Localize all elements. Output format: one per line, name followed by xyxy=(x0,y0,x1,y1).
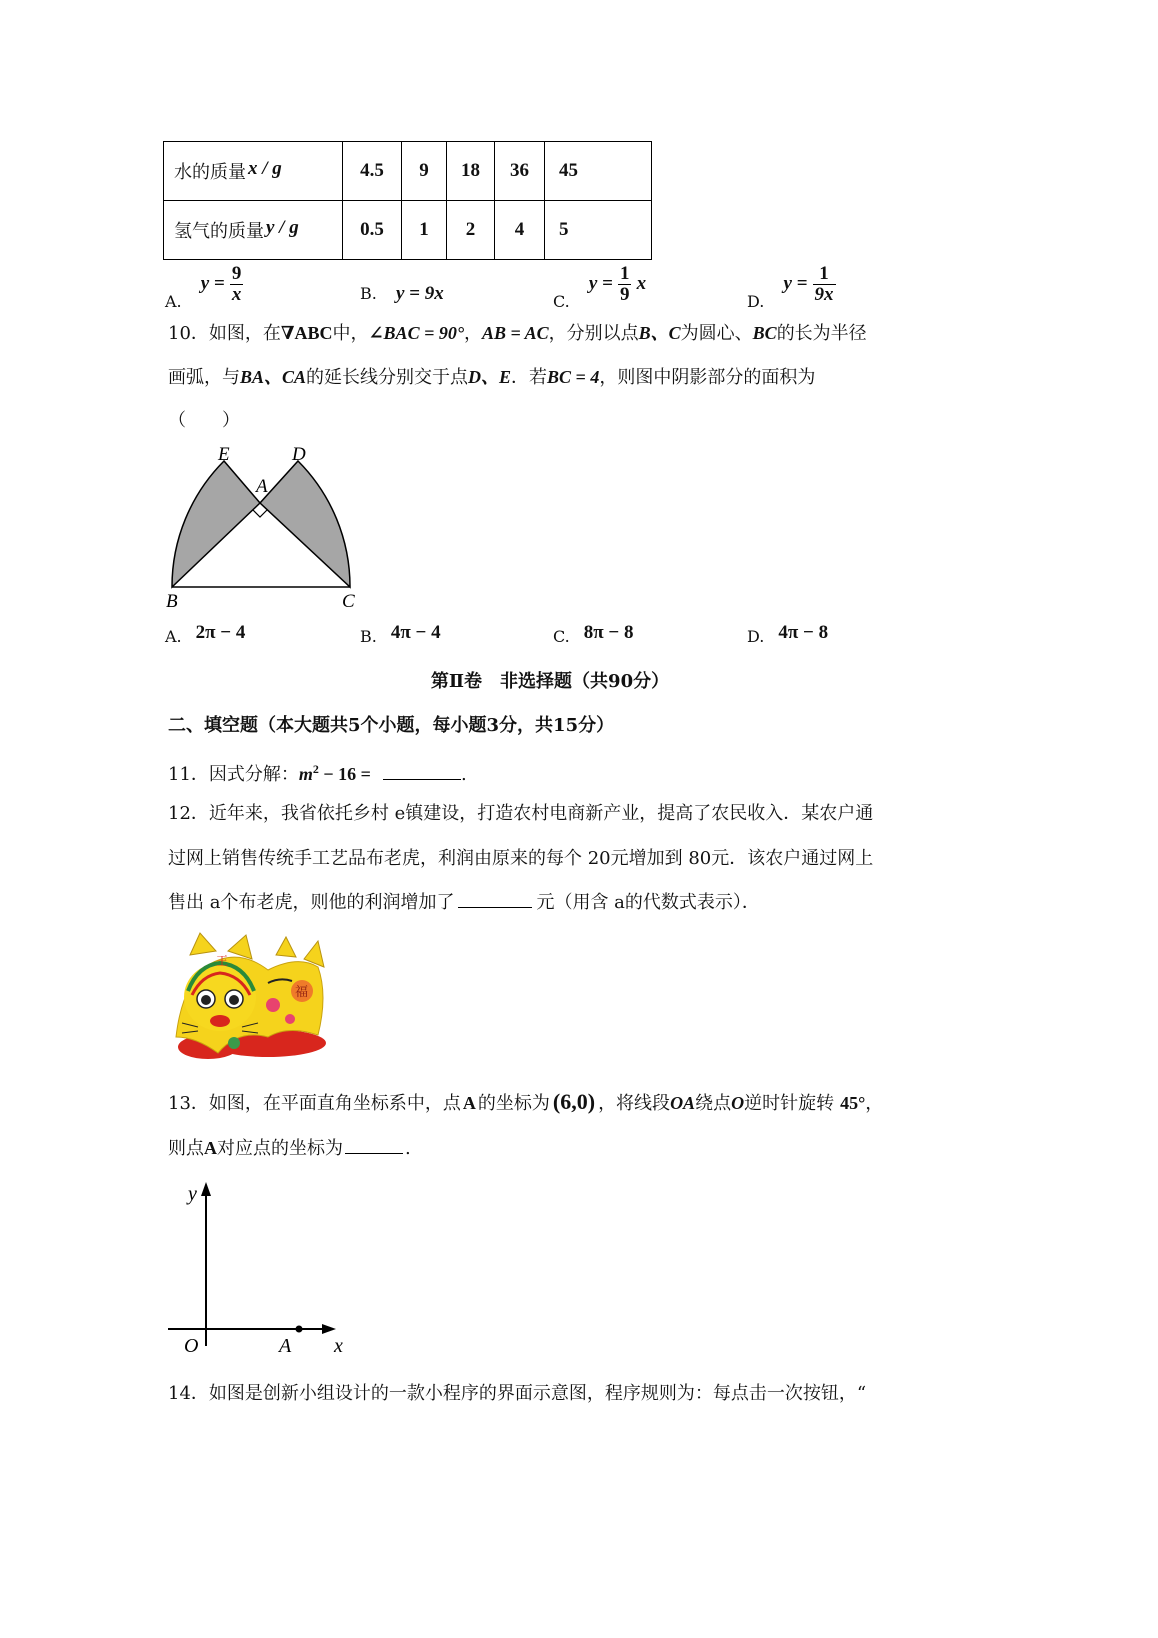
answer-blank[interactable] xyxy=(383,779,461,780)
table-cell: 4.5 xyxy=(343,142,402,201)
y-axis-label: y xyxy=(188,1183,197,1205)
table-cell: 18 xyxy=(447,142,495,201)
q12-line1: 12．近年来，我省依托乡村 e镇建设，打造农村电商新产业，提高了农民收入．某农户通 xyxy=(168,803,874,824)
table-cell: 5 xyxy=(545,201,652,260)
label-B: B xyxy=(166,591,178,612)
q10-option-c: C. 8π − 8 xyxy=(553,622,634,646)
q14-line1: 14．如图是创新小组设计的一款小程序的界面示意图，程序规则为：每点击一次按钮，“ xyxy=(168,1383,867,1404)
table-row xyxy=(164,142,652,201)
q10-option-b: B. 4π − 4 xyxy=(360,622,441,646)
table-cell: 0.5 xyxy=(343,201,402,260)
q10-option-a: A. 2π − 4 xyxy=(165,622,246,646)
tiger-character-fu: 福 xyxy=(295,985,309,1000)
q10-line1: 10．如图，在∇ABC中，∠BAC = 90°，AB = AC，分别以点B、C为圆心、BC的长为半径 xyxy=(168,323,867,344)
q10-option-d: D. 4π − 8 xyxy=(747,622,829,646)
data-table xyxy=(163,141,652,260)
q9-option-a: A. y = $\frac{9}{x}$ xyxy=(165,263,242,311)
q13-line2: 则点A对应点的坐标为 . xyxy=(168,1138,411,1159)
table-row xyxy=(164,201,652,260)
q9-option-b: B. y = 9x xyxy=(360,283,444,304)
part2-heading: 二、填空题（本大题共5个小题，每小题3分，共15分） xyxy=(168,715,615,736)
table-cell: 36 xyxy=(495,142,545,201)
table-cell: 1 xyxy=(402,201,447,260)
q9-option-d: D. y = $\frac{1}{9x}$ xyxy=(747,263,834,311)
table-cell: 2 xyxy=(447,201,495,260)
label-E: E xyxy=(218,444,230,465)
point-a-label: A xyxy=(279,1335,292,1357)
table-cell: 4 xyxy=(495,201,545,260)
table-cell: 9 xyxy=(402,142,447,201)
table-cell: 45 xyxy=(545,142,652,201)
q10-answer-paren: （ ） xyxy=(168,410,240,431)
q12-line2: 过网上销售传统手工艺品布老虎，利润由原来的每个 20元增加到 80元．该农户通过网上 xyxy=(168,848,874,869)
q9-option-c: C. y = $\frac{1}{9}$ x xyxy=(553,263,647,311)
answer-blank[interactable] xyxy=(345,1153,403,1154)
q13-line1: 13．如图，在平面直角坐标系中，点 A 的坐标为 (6,0) ，将线段OA绕点O逆时针旋转 45°， xyxy=(168,1089,884,1114)
row-label: 氢气的质量 y / g xyxy=(164,201,343,260)
origin-label: O xyxy=(184,1335,199,1357)
label-C: C xyxy=(342,591,355,612)
x-axis-label: x xyxy=(334,1335,343,1357)
row-label: 水的质量 x / g xyxy=(164,142,343,201)
label-D: D xyxy=(292,444,306,465)
answer-blank[interactable] xyxy=(458,907,532,908)
q12-line3: 售出 a个布老虎，则他的利润增加了 元（用含 a的代数式表示）． xyxy=(168,892,760,913)
cloth-tiger-image xyxy=(168,925,334,1063)
q13-coordinate-figure xyxy=(162,1176,362,1362)
q10-figure xyxy=(160,440,380,620)
svg-text:王: 王 xyxy=(216,954,229,968)
label-A: A xyxy=(256,476,268,497)
section-title: 第Ⅱ卷 非选择题（共90分） xyxy=(430,671,670,692)
q10-line2: 画弧，与BA、CA的延长线分别交于点D、E．若BC = 4，则图中阴影部分的面积为 xyxy=(168,367,816,388)
q11: 11．因式分解：$m^2 - 16$ = . xyxy=(168,762,467,785)
point-a-dot xyxy=(296,1326,303,1333)
